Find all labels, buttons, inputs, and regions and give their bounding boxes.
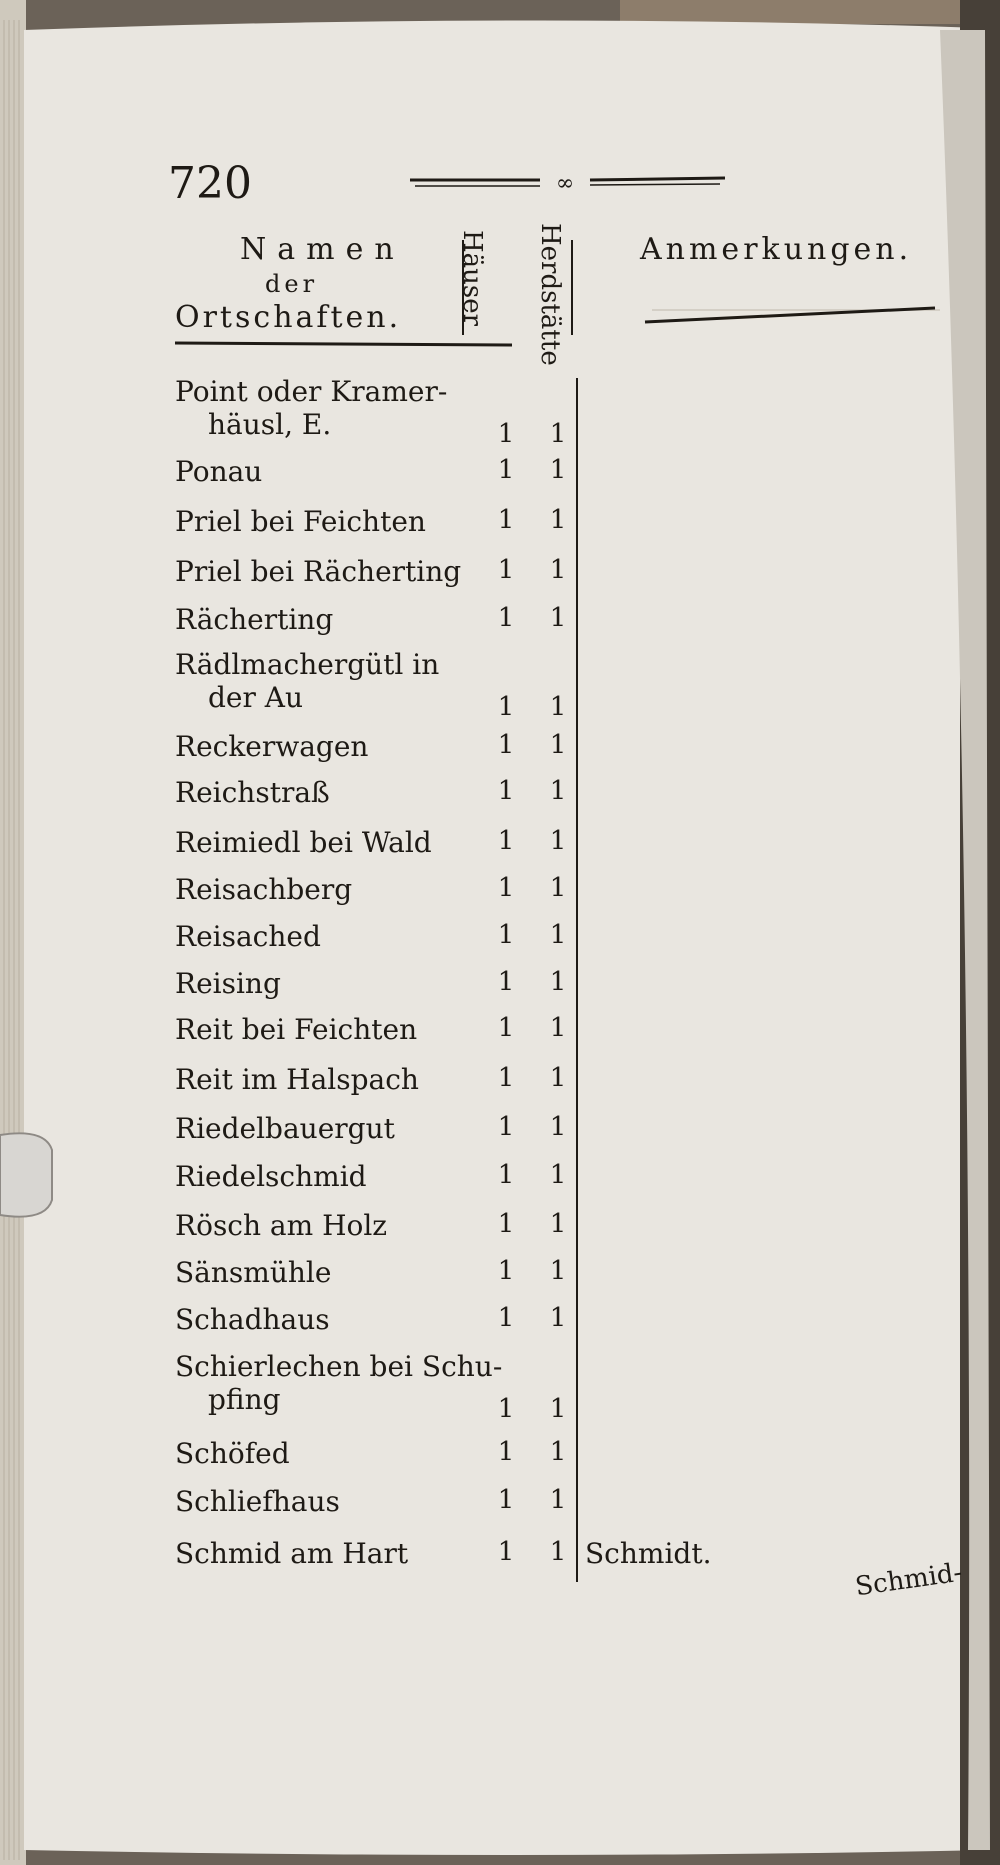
place-name: Reisachberg (175, 873, 353, 906)
houses-count: 1 (497, 730, 515, 760)
place-name: Schadhaus (175, 1303, 330, 1336)
hearths-count: 1 (549, 1063, 567, 1093)
houses-count: 1 (497, 455, 515, 485)
hearths-count: 1 (549, 1112, 567, 1142)
hearths-count: 1 (549, 920, 567, 950)
hearths-count: 1 (549, 967, 567, 997)
houses-count: 1 (497, 1394, 515, 1424)
place-name: Reisached (175, 920, 321, 953)
hearths-count: 1 (549, 730, 567, 760)
place-name: Reimiedl bei Wald (175, 826, 432, 859)
hearths-count: 1 (549, 1209, 567, 1239)
hearths-count: 1 (549, 692, 567, 722)
houses-count: 1 (497, 419, 515, 449)
houses-count: 1 (497, 1537, 515, 1567)
place-name: Ponau (175, 455, 263, 488)
svg-text:∞: ∞ (555, 171, 575, 196)
houses-count: 1 (497, 826, 515, 856)
houses-count: 1 (497, 776, 515, 806)
header-names-line2: der (265, 270, 319, 298)
header-col-houses: Häuser (457, 229, 487, 327)
place-name: Point oder Kramer- häusl, E. (175, 375, 448, 441)
hearths-count: 1 (549, 1303, 567, 1333)
place-name: Rädlmachergütl in der Au (175, 648, 440, 714)
header-names-line1: Namen (240, 232, 405, 267)
houses-count: 1 (497, 967, 515, 997)
hearths-count: 1 (549, 455, 567, 485)
page-number: 720 (168, 158, 252, 209)
place-name: Riedelbauergut (175, 1112, 395, 1145)
place-name: Schöfed (175, 1437, 290, 1470)
hearths-count: 1 (549, 826, 567, 856)
houses-count: 1 (497, 1209, 515, 1239)
header-col-notes: Anmerkungen. (640, 232, 913, 267)
place-name: Schmid am Hart (175, 1537, 409, 1570)
hearths-count: 1 (549, 1394, 567, 1424)
houses-count: 1 (497, 1063, 515, 1093)
hearths-count: 1 (549, 1013, 567, 1043)
houses-count: 1 (497, 1256, 515, 1286)
catchword: Schmid- (853, 1557, 965, 1603)
hearths-count: 1 (549, 873, 567, 903)
houses-count: 1 (497, 505, 515, 535)
houses-count: 1 (497, 1160, 515, 1190)
note-text: Schmidt. (585, 1537, 712, 1570)
houses-count: 1 (497, 920, 515, 950)
place-name: Priel bei Feichten (175, 505, 426, 538)
hearths-count: 1 (549, 505, 567, 535)
houses-count: 1 (497, 1112, 515, 1142)
hearths-count: 1 (549, 603, 567, 633)
houses-count: 1 (497, 692, 515, 722)
houses-count: 1 (497, 1437, 515, 1467)
hearths-count: 1 (549, 1256, 567, 1286)
houses-count: 1 (497, 1303, 515, 1333)
place-name: Sänsmühle (175, 1256, 332, 1289)
houses-count: 1 (497, 1013, 515, 1043)
place-name: Reit im Halspach (175, 1063, 419, 1096)
houses-count: 1 (497, 603, 515, 633)
hearths-count: 1 (549, 555, 567, 585)
place-name: Schierlechen bei Schu- pfing (175, 1350, 503, 1416)
place-name: Reit bei Feichten (175, 1013, 418, 1046)
place-name: Reising (175, 967, 281, 1000)
place-name: Schliefhaus (175, 1485, 340, 1518)
hearths-count: 1 (549, 1485, 567, 1515)
header-col-hearths: Herdstätte (535, 223, 565, 366)
place-name: Rösch am Holz (175, 1209, 388, 1242)
place-name: Riedelschmid (175, 1160, 367, 1193)
header-names-line3: Ortschaften. (175, 300, 402, 335)
hearths-count: 1 (549, 1437, 567, 1467)
hearths-count: 1 (549, 776, 567, 806)
place-name: Reichstraß (175, 776, 330, 809)
place-name: Rächerting (175, 603, 334, 636)
place-name: Reckerwagen (175, 730, 369, 763)
place-name: Priel bei Rächerting (175, 555, 462, 588)
hearths-count: 1 (549, 419, 567, 449)
houses-count: 1 (497, 555, 515, 585)
houses-count: 1 (497, 1485, 515, 1515)
houses-count: 1 (497, 873, 515, 903)
hearths-count: 1 (549, 1160, 567, 1190)
hearths-count: 1 (549, 1537, 567, 1567)
